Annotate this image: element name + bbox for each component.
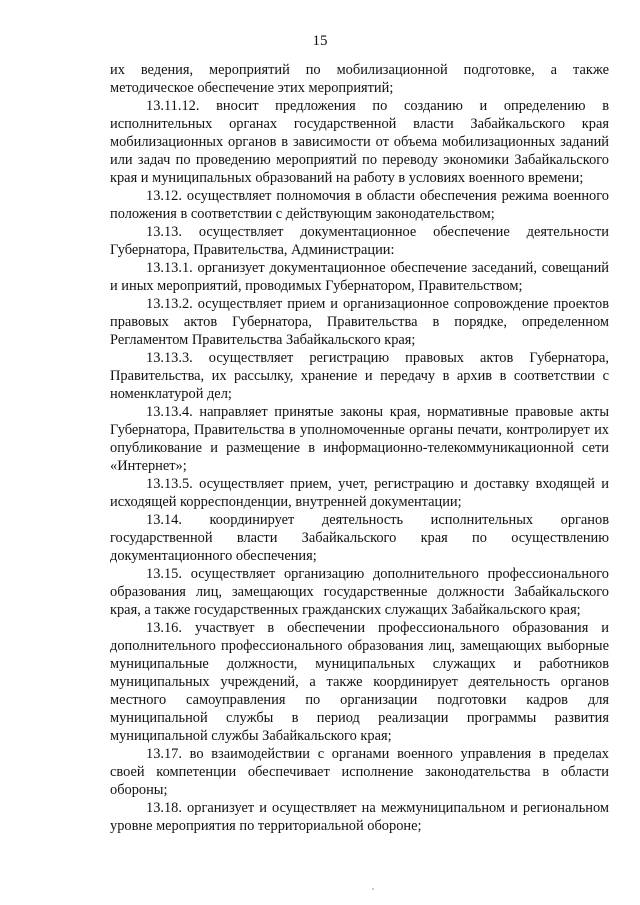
paragraph-13-13-5: 13.13.5. осуществляет прием, учет, регистрацию и доставку входящей и исходящей корреспонденции, внутренней документации; — [110, 476, 609, 510]
paragraph-13-13-4: 13.13.4. направляет принятые законы края, нормативные правовые акты Губернатора, Правительства в уполномоченные органы печати, контролирует их опубликование и размещение в информационно-телекоммуникационной сети «Интернет»; — [110, 404, 609, 474]
paragraph-13-15: 13.15. осуществляет организацию дополнительного профессионального образования лиц, замещающих государственные должности Забайкальского края, а также государственных гражданских служащих Забайкальского края; — [110, 566, 609, 618]
paragraph-13-13-1: 13.13.1. организует документационное обеспечение заседаний, совещаний и иных мероприятий, проводимых Губернатором, Правительством; — [110, 260, 609, 294]
paragraph-13-16: 13.16. участвует в обеспечении профессионального образования и дополнительного профессионального образования лиц, замещающих выборные муниципальные должности, муниципальных служащих и работников муниципальных учреждений, а также координирует деятельность органов местного самоуправления по организации подготовки кадров для муниципальной службы в период реализации программы развития муниципальной службы Забайкальского края; — [110, 620, 609, 744]
paragraph-13-18: 13.18. организует и осуществляет на межмуниципальном и региональном уровне мероприятия по территориальной обороне; — [110, 800, 609, 834]
paragraph-13-13-3: 13.13.3. осуществляет регистрацию правовых актов Губернатора, Правительства, их рассылку, хранение и передачу в архив в соответствии с номенклатурой дел; — [110, 350, 609, 402]
document-body — [110, 61, 609, 835]
page-number: 15 — [312, 33, 328, 49]
paragraph-13-12: 13.12. осуществляет полномочия в области обеспечения режима военного положения в соответствии с действующим законодательством; — [110, 188, 609, 222]
paragraph-13-11-12: 13.11.12. вносит предложения по созданию и определению в исполнительных органах государственной власти Забайкальского края мобилизационных органов в зависимости от объема мобилизационных заданий или задач по проведению мероприятий по переводу экономики Забайкальского края и муниципальных образований на работу в условиях военного времени; — [110, 98, 609, 186]
paragraph-continuation: их ведения, мероприятий по мобилизационной подготовке, а также методическое обеспечение этих мероприятий; — [110, 62, 609, 96]
paragraph-13-14: 13.14. координирует деятельность исполнительных органов государственной власти Забайкальского края по осуществлению документационного обеспечения; — [110, 512, 609, 564]
scan-speck — [372, 888, 374, 890]
paragraph-13-17: 13.17. во взаимодействии с органами военного управления в пределах своей компетенции обеспечивает исполнение законодательства в области обороны; — [110, 746, 609, 798]
paragraph-13-13: 13.13. осуществляет документационное обеспечение деятельности Губернатора, Правительства, Администрации: — [110, 224, 609, 258]
paragraph-13-13-2: 13.13.2. осуществляет прием и организационное сопровождение проектов правовых актов Губернатора, Правительства в порядке, определенном Регламентом Правительства Забайкальского края; — [110, 296, 609, 348]
